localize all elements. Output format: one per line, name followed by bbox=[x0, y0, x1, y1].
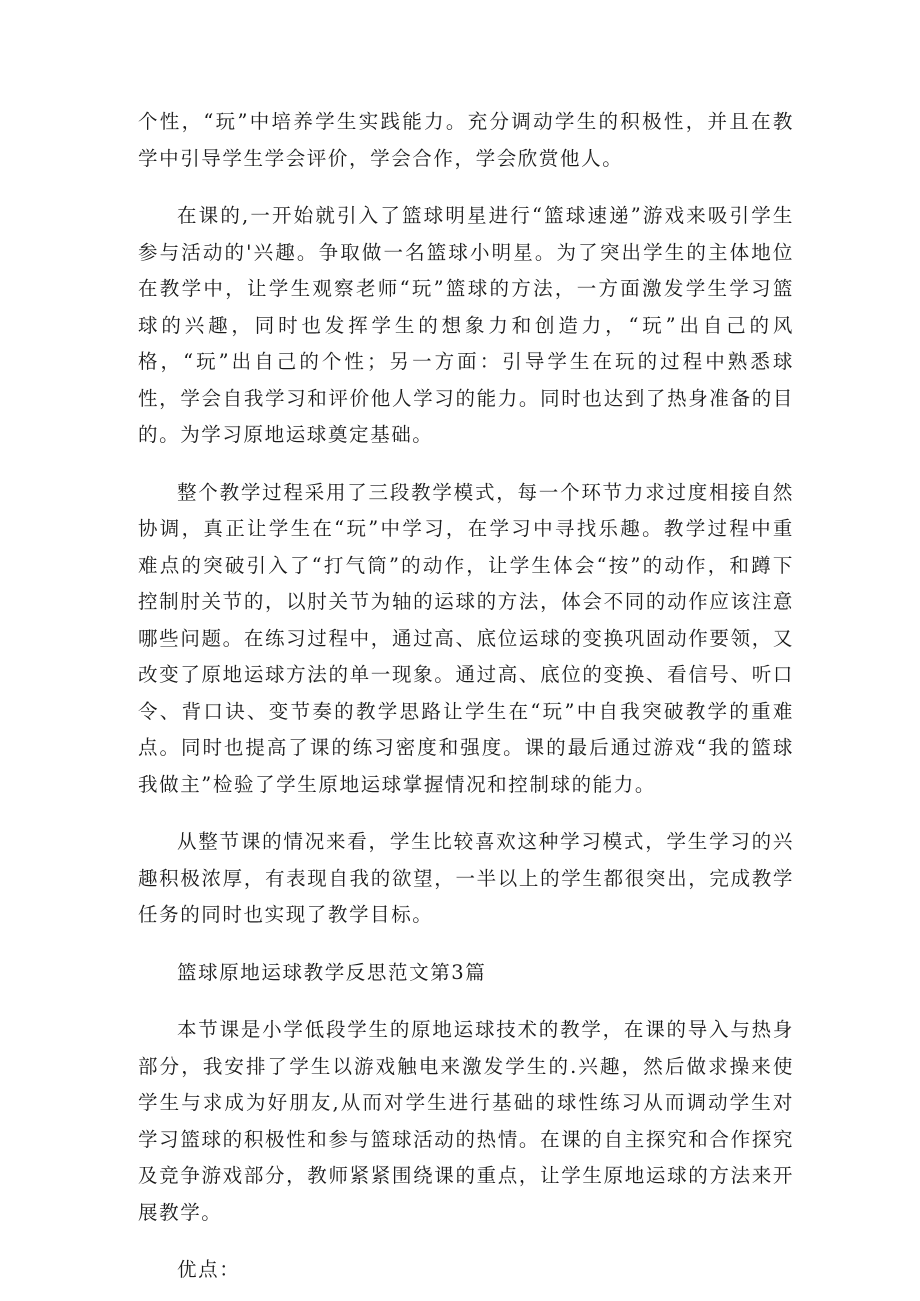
paragraph-4: 从整节课的情况来看，学生比较喜欢这种学习模式，学生学习的兴趣积极浓厚，有表现自我的欲望，一半以上的学生都很突出，完成教学任务的同时也实现了教学目标。 bbox=[138, 830, 794, 926]
paragraph-2: 在课的,一开始就引入了篮球明星进行“篮球速递”游戏来吸引学生参与活动的'兴趣。争取做一名篮球小明星。为了突出学生的主体地位在教学中，让学生观察老师“玩”篮球的方法，一方面激发学生学习篮球的兴趣，同时也发挥学生的想象力和创造力，“玩”出自己的风格，“玩”出自己的个性；另一方面：引导学生在玩的过程中熟悉球性，学会自我学习和评价他人学习的能力。同时也达到了热身准备的目的。为学习原地运球奠定基础。 bbox=[138, 204, 794, 446]
paragraph-6: 优点： bbox=[177, 1258, 241, 1281]
section-heading: 篮球原地运球教学反思范文第3篇 bbox=[177, 960, 487, 984]
paragraph-3: 整个教学过程采用了三段教学模式，每一个环节力求过度相接自然协调，真正让学生在“玩”中学习，在学习中寻找乐趣。教学过程中重难点的突破引入了“打气筒”的动作，让学生体会“按”的动作，和蹲下控制肘关节的，以肘关节为轴的运球的方法，体会不同的动作应该注意哪些问题。在练习过程中，通过高、底位运球的变换巩固动作要领，又改变了原地运球方法的单一现象。通过高、底位的变换、看信号、听口令、背口诀、变节奏的教学思路让学生在“玩”中自我突破教学的重难点。同时也提高了课的练习密度和强度。课的最后通过游戏“我的篮球我做主”检验了学生原地运球掌握情况和控制球的能力。 bbox=[138, 480, 794, 796]
paragraph-5: 本节课是小学低段学生的原地运球技术的教学，在课的导入与热身部分，我安排了学生以游戏触电来激发学生的.兴趣，然后做求操来使学生与求成为好朋友,从而对学生进行基础的球性练习从而调动学生对学习篮球的积极性和参与篮球活动的热情。在课的自主探究和合作探究及竞争游戏部分，教师紧紧围绕课的重点，让学生原地运球的方法来开展教学。 bbox=[138, 1018, 794, 1224]
paragraph-1: 个性，“玩”中培养学生实践能力。充分调动学生的积极性，并且在教学中引导学生学会评价，学会合作，学会欣赏他人。 bbox=[138, 110, 794, 170]
